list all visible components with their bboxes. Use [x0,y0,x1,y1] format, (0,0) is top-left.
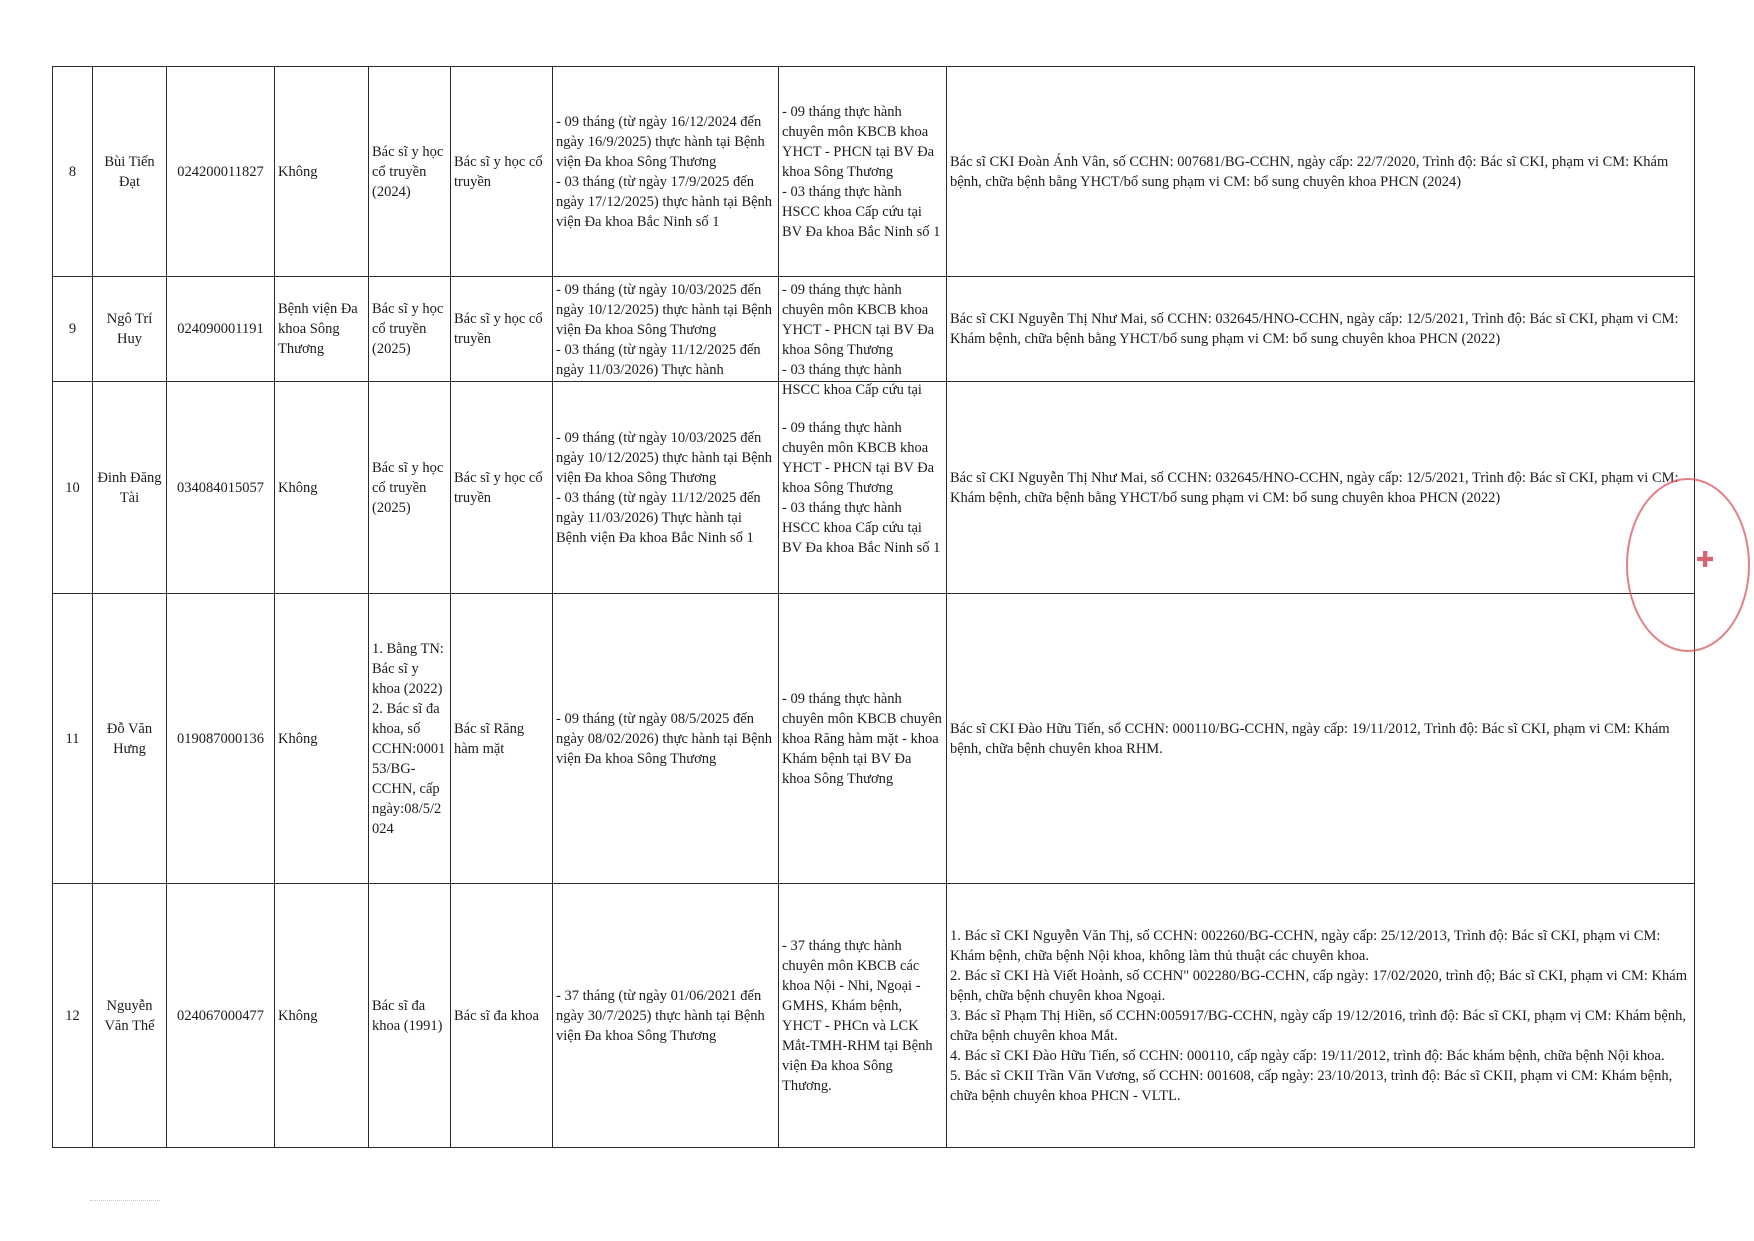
row-workplace [275,382,369,594]
row-practice-content [779,277,947,398]
row-stt [53,277,93,382]
row-practice-scope [451,594,553,884]
row-practice-scope-text: Bác sĩ y học cổ truyền [454,311,543,347]
row-degree [369,67,451,277]
row-id-number-text: 034084015057 [177,479,264,496]
row-stt [53,382,93,594]
row-degree-text: Bác sĩ y học cổ truyền (2025) [372,459,444,516]
row-instructor-text: Bác sĩ CKI Nguyễn Thị Như Mai, số CCHN: 032645/HNO-CCHN, ngày cấp: 12/5/2021, Trình độ: Bác sĩ CKI, phạm vi CM: Khám bệnh, chữa bệnh bằng YHCT/bổ sung phạm vi CM: bổ sung chuyên khoa PHCN (2022) [950,311,1679,347]
row-practice-scope [451,884,553,1148]
practice-registration-table [52,66,1695,1148]
row-practice-scope-text: Bác sĩ Răng hàm mặt [454,720,525,757]
row-practice-content-text: - 09 tháng thực hành chuyên môn KBCB khoa YHCT - PHCN tại BV Đa khoa Sông Thương - 03 tháng thực hành HSCC khoa Cấp cứu tại BV Đa khoa Bắc Ninh số 1 [782,419,941,556]
row-practice-duration-text: - 09 tháng (từ ngày 10/03/2025 đến ngày 10/12/2025) thực hành tại Bệnh viện Đa khoa Sông Thương - 03 tháng (từ ngày 11/12/2025 đến ngày 11/03/2026) Thực hành [556,281,773,378]
table-row [53,884,1695,1148]
row-stt [53,884,93,1148]
row-id-number-text: 024090001191 [177,321,264,337]
row-id-number [167,884,275,1148]
row-instructor [947,594,1695,884]
row-workplace-text: Không [278,479,318,496]
row-instructor [947,382,1695,594]
row-id-number [167,594,275,884]
row-name-text: Ngô Trí Huy [106,311,153,347]
row-practice-content [779,884,947,1148]
row-instructor-text: Bác sĩ CKI Đào Hữu Tiến, số CCHN: 000110/BG-CCHN, ngày cấp: 19/11/2012, Trình độ: Bác sĩ CKI, phạm vi CM: Khám bệnh, chữa bệnh chuyên khoa RHM. [950,720,1670,757]
row-workplace [275,884,369,1148]
row-instructor-text: Bác sĩ CKI Nguyễn Thị Như Mai, số CCHN: 032645/HNO-CCHN, ngày cấp: 12/5/2021, Trình độ: Bác sĩ CKI, phạm vi CM: Khám bệnh, chữa bệnh bằng YHCT/bổ sung phạm vi CM: bổ sung chuyên khoa PHCN (2022) [950,469,1679,506]
row-degree-text: Bác sĩ y học cổ truyền (2024) [372,143,444,200]
row-stt-text: 10 [65,479,80,496]
row-stt-text: 9 [68,321,77,337]
table-body [53,67,1695,1148]
row-practice-scope-text: Bác sĩ đa khoa [454,1007,539,1024]
row-degree-text: Bác sĩ y học cổ truyền (2025) [372,301,444,357]
row-instructor [947,884,1695,1148]
row-practice-scope [451,382,553,594]
row-id-number [167,67,275,277]
row-name [93,884,167,1148]
row-degree-text: Bác sĩ đa khoa (1991) [372,997,443,1034]
row-practice-duration-text: - 09 tháng (từ ngày 08/5/2025 đến ngày 08/02/2026) thực hành tại Bệnh viện Đa khoa Sông Thương [556,710,773,767]
table [52,66,1695,1148]
row-degree [369,884,451,1148]
margin-mark [90,1200,160,1211]
row-practice-duration-text: - 09 tháng (từ ngày 10/03/2025 đến ngày 10/12/2025) thực hành tại Bệnh viện Đa khoa Sông Thương - 03 tháng (từ ngày 11/12/2025 đến ngày 11/03/2026) Thực hành tại Bệnh viện Đa khoa Bắc Ninh số 1 [556,429,773,546]
row-practice-duration [553,277,779,382]
row-stt-text: 11 [65,730,80,747]
row-workplace [275,277,369,382]
row-degree [369,594,451,884]
row-name [93,277,167,382]
row-stt [53,594,93,884]
red-seal-stamp [1626,478,1750,652]
table-row [53,277,1695,382]
cross-icon: ✚ [1696,548,1715,573]
row-name-text: Nguyễn Văn Thể [104,997,155,1034]
row-name [93,382,167,594]
row-instructor [947,277,1695,382]
row-stt-text: 12 [65,1007,80,1024]
row-practice-scope [451,277,553,382]
row-practice-duration [553,884,779,1148]
row-practice-content-text: - 09 tháng thực hành chuyên môn KBCB khoa YHCT - PHCN tại BV Đa khoa Sông Thương - 03 tháng thực hành HSCC khoa Cấp cứu tại BV Đa khoa Bắc Ninh số 1 [782,103,941,240]
row-name [93,67,167,277]
table-row [53,67,1695,277]
row-id-number-text: 019087000136 [177,730,264,747]
row-instructor [947,67,1695,277]
row-practice-scope [451,67,553,277]
row-id-number [167,382,275,594]
row-practice-content [779,382,947,594]
row-workplace-text: Không [278,163,318,180]
row-practice-content-text: - 37 tháng thực hành chuyên môn KBCB các khoa Nội - Nhi, Ngoại - GMHS, Khám bệnh, YHCT - PHCn và LCK Mắt-TMH-RHM tại Bệnh viện Đa khoa Sông Thương. [782,937,933,1094]
row-practice-duration [553,382,779,594]
row-stt-text: 8 [68,163,77,180]
row-practice-content [779,594,947,884]
row-id-number-text: 024200011827 [177,163,264,180]
row-workplace-text: Không [278,1007,318,1024]
row-practice-duration-text: - 09 tháng (từ ngày 16/12/2024 đến ngày 16/9/2025) thực hành tại Bệnh viện Đa khoa Sông Thương - 03 tháng (từ ngày 17/9/2025 đến ngày 17/12/2025) thực hành tại Bệnh viện Đa khoa Bắc Ninh số 1 [556,113,773,230]
row-practice-scope-text: Bác sĩ y học cổ truyền [454,469,543,506]
row-name [93,594,167,884]
row-practice-content [779,67,947,277]
row-practice-content-text: - 09 tháng thực hành chuyên môn KBCB chuyên khoa Răng hàm mặt - khoa Khám bệnh tại BV Đa khoa Sông Thương [782,690,942,787]
row-degree [369,277,451,382]
table-row [53,382,1695,594]
row-workplace-text: Bệnh viện Đa khoa Sông Thương [278,301,358,357]
row-name-text: Đỗ Văn Hưng [106,720,153,757]
row-id-number-text: 024067000477 [177,1007,264,1024]
row-practice-duration-text: - 37 tháng (từ ngày 01/06/2021 đến ngày 30/7/2025) thực hành tại Bệnh viện Đa khoa Sông Thương [556,987,765,1044]
row-instructor-text: 1. Bác sĩ CKI Nguyễn Văn Thị, số CCHN: 002260/BG-CCHN, ngày cấp: 25/12/2013, Trình độ: Bác sĩ CKI, phạm vi CM: Khám bệnh, chữa bệnh Nội khoa, không làm thủ thuật các chuyên khoa. 2. Bác sĩ CKI Hà Viết Hoành, số CCHN" 002280/BG-CCHN, cấp ngày: 17/02/2020, trình độ; Bác sĩ CKI, phạm vi CM: Khám bệnh, chữa bệnh chuyên khoa Ngoại. 3. Bác sĩ Phạm Thị Hiền, số CCHN:005917/BG-CCHN, ngày cấp 19/12/2016, trình độ: Bác sĩ CKI, phạm vị CM: Khám bệnh, chữa bệnh chuyên khoa Mắt. 4. Bác sĩ CKI Đào Hữu Tiến, số CCHN: 000110, cấp ngày cấp: 19/11/2012, trình độ: Bác khám bệnh, chữa bệnh Nội khoa. 5. Bác sĩ CKII Trần Văn Vương, số CCHN: 001608, cấp ngày: 23/10/2013, trình độ: Bác sĩ CKII, phạm vi CM: Khám bệnh, chữa bệnh chuyên khoa PHCN - VLTL. [950,927,1687,1104]
row-id-number [167,277,275,382]
row-degree-text: 1. Bằng TN: Bác sĩ y khoa (2022) 2. Bác sĩ đa khoa, số CCHN:000153/BG-CCHN, cấp ngày:08/5/2024 [372,640,446,837]
row-workplace [275,594,369,884]
row-instructor-text: Bác sĩ CKI Đoàn Ánh Vân, số CCHN: 007681/BG-CCHN, ngày cấp: 22/7/2020, Trình độ: Bác sĩ CKI, phạm vi CM: Khám bệnh, chữa bệnh bằng YHCT/bổ sung phạm vi CM: bổ sung chuyên khoa PHCN (2024) [950,153,1669,190]
row-practice-duration [553,594,779,884]
row-workplace [275,67,369,277]
row-practice-content-text: - 09 tháng thực hành chuyên môn KBCB khoa YHCT - PHCN tại BV Đa khoa Sông Thương - 03 tháng thực hành HSCC khoa Cấp cứu tại [782,281,935,398]
row-practice-duration [553,67,779,277]
row-name-text: Đinh Đăng Tài [97,469,162,506]
table-row [53,594,1695,884]
row-practice-scope-text: Bác sĩ y học cổ truyền [454,153,543,190]
row-stt [53,67,93,277]
row-name-text: Bùi Tiến Đạt [104,153,155,190]
row-degree [369,382,451,594]
row-workplace-text: Không [278,730,318,747]
